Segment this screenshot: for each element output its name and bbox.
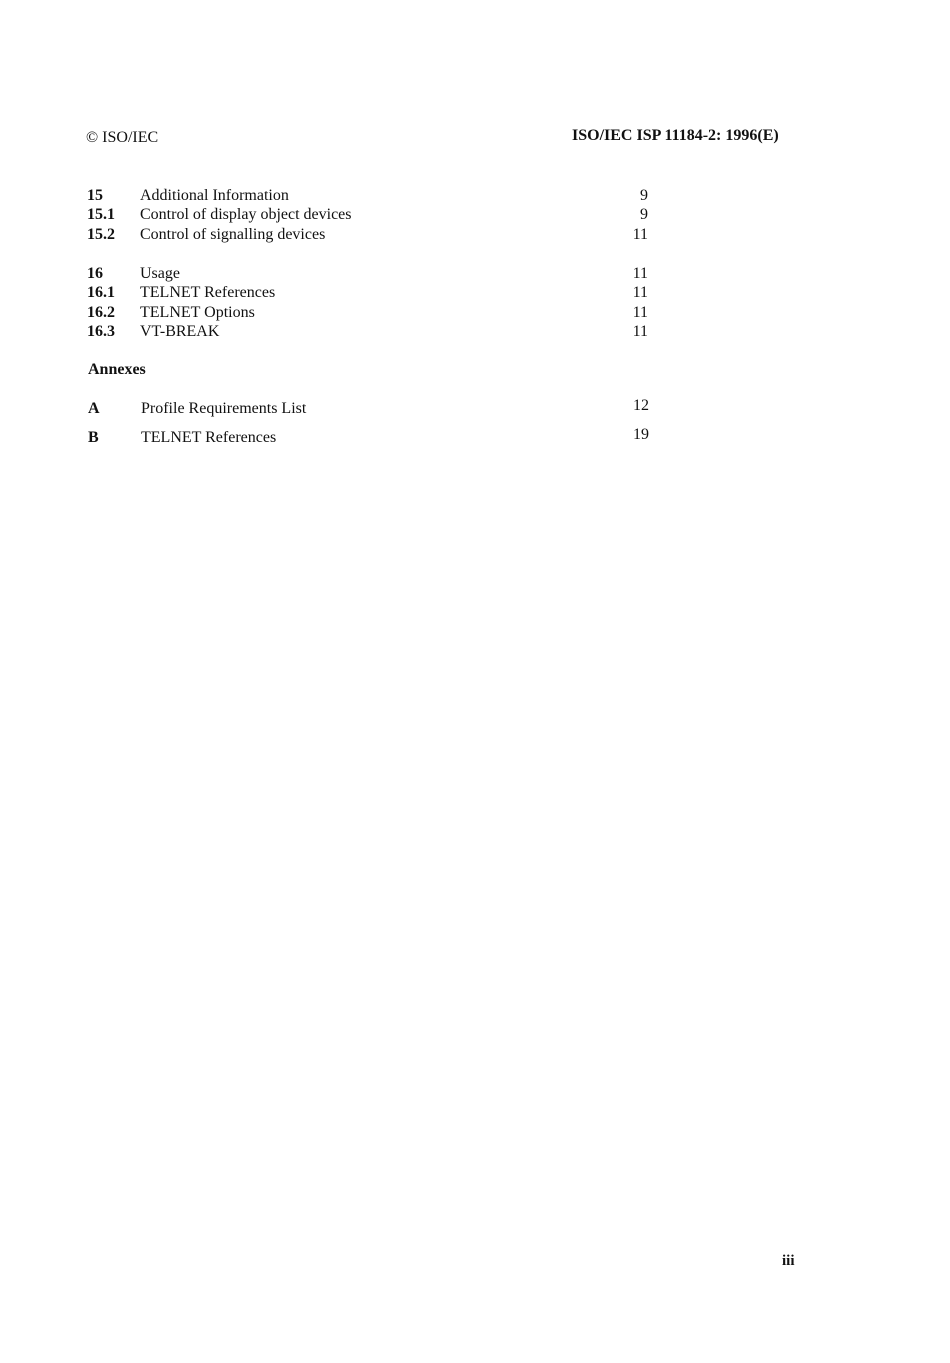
toc-entry-number: 16.2 [87, 304, 115, 321]
toc-entry-page: 11 [632, 265, 648, 282]
toc-entry-title: Control of signalling devices [140, 226, 326, 243]
annex-letter: B [88, 429, 99, 446]
toc-entry-number: 15.2 [87, 226, 115, 243]
annex-page: 12 [633, 397, 649, 414]
page-number: iii [782, 1253, 795, 1269]
toc-entry-page: 11 [632, 284, 648, 301]
toc-entry-title: Usage [140, 265, 180, 282]
toc-entry [0, 186, 950, 206]
toc-entry-page: 11 [632, 304, 648, 321]
annex-page: 19 [633, 426, 649, 443]
document-id-header: ISO/IEC ISP 11184-2: 1996(E) [572, 127, 779, 144]
toc-entry-page: 9 [640, 206, 648, 223]
toc-entry-page: 11 [632, 323, 648, 340]
annex-title: Profile Requirements List [141, 400, 307, 417]
copyright-header: © ISO/IEC [86, 129, 159, 146]
toc-entry-number: 15.1 [87, 206, 115, 223]
annexes-heading: Annexes [88, 361, 146, 378]
annex-entry [0, 428, 950, 448]
toc-entry-title: Additional Information [140, 187, 289, 204]
toc-entry-number: 16.1 [87, 284, 115, 301]
toc-entry-title: TELNET References [140, 284, 276, 301]
toc-entry [0, 303, 950, 323]
toc-entry-number: 16 [87, 265, 103, 282]
annex-title: TELNET References [141, 429, 277, 446]
toc-entry [0, 283, 950, 303]
annex-entry [0, 399, 950, 419]
toc-entry-title: Control of display object devices [140, 206, 352, 223]
toc-entry [0, 225, 950, 245]
toc-entry [0, 322, 950, 342]
toc-entry-number: 16.3 [87, 323, 115, 340]
toc-entry-page: 9 [640, 187, 648, 204]
toc-entry-title: TELNET Options [140, 304, 255, 321]
toc-entry-title: VT-BREAK [140, 323, 220, 340]
toc-entry-number: 15 [87, 187, 103, 204]
toc-entry [0, 205, 950, 225]
toc-entry [0, 264, 950, 284]
annex-letter: A [88, 400, 100, 417]
toc-entry-page: 11 [632, 226, 648, 243]
